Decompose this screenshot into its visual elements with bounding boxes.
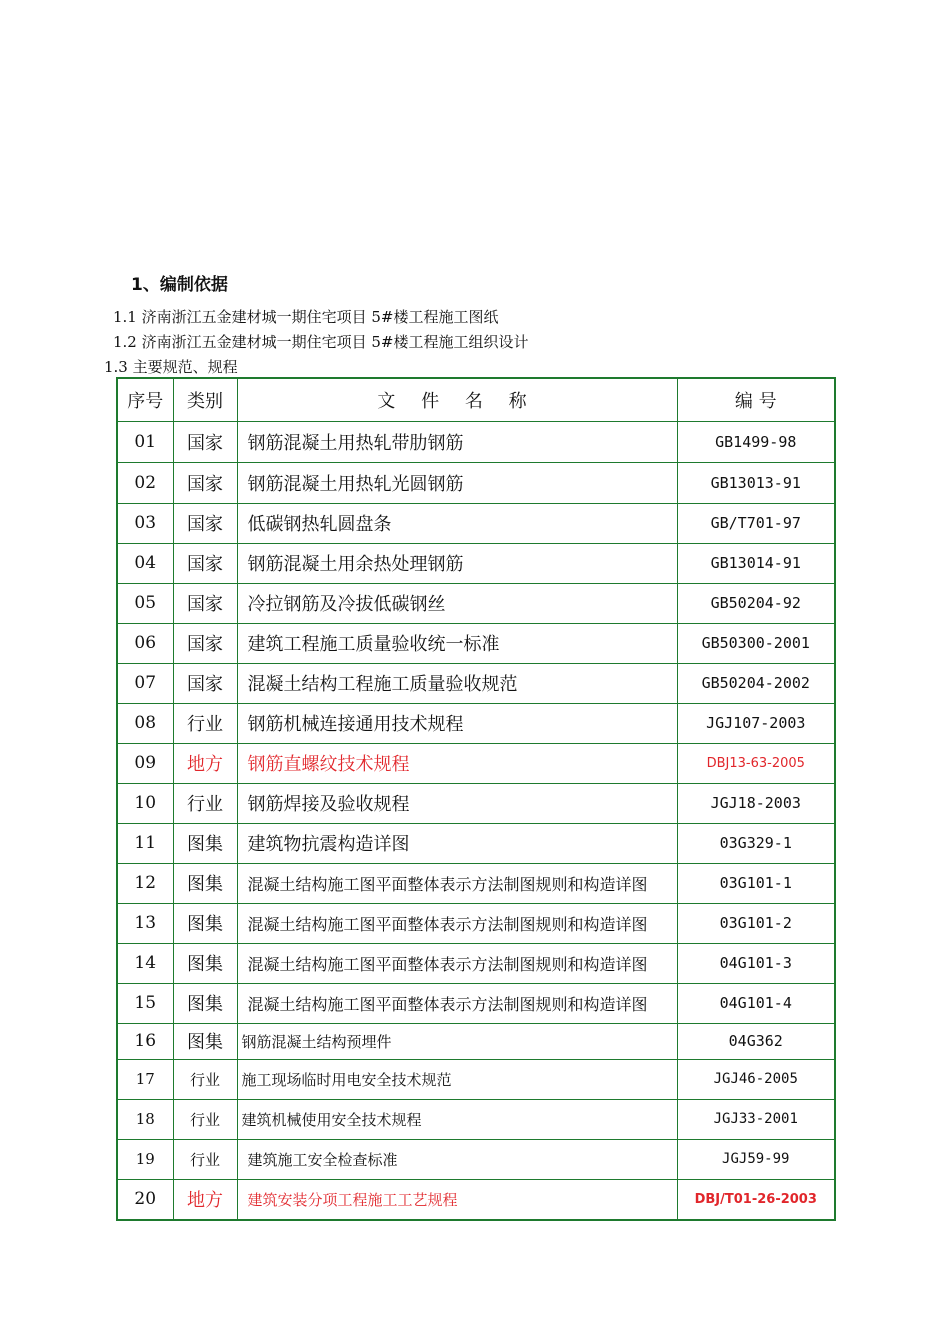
row-code: 04G362 xyxy=(677,1023,835,1059)
row-category: 图集 xyxy=(173,983,237,1023)
row-name: 建筑机械使用安全技术规程 xyxy=(237,1099,677,1139)
row-no: 08 xyxy=(117,703,173,743)
row-category: 国家 xyxy=(173,663,237,703)
row-no: 20 xyxy=(117,1179,173,1220)
table-row xyxy=(117,1139,835,1179)
row-no: 06 xyxy=(117,623,173,663)
table-row xyxy=(117,943,835,983)
table-row xyxy=(117,783,835,823)
row-category: 行业 xyxy=(173,1139,237,1179)
row-category: 国家 xyxy=(173,623,237,663)
row-category: 图集 xyxy=(173,823,237,863)
row-category: 行业 xyxy=(173,1059,237,1099)
row-no: 18 xyxy=(117,1099,173,1139)
row-name: 建筑安装分项工程施工工艺规程 xyxy=(237,1179,677,1220)
row-no: 11 xyxy=(117,823,173,863)
row-no: 12 xyxy=(117,863,173,903)
row-code: DBJ13-63-2005 xyxy=(677,743,835,783)
row-code: DBJ/T01-26-2003 xyxy=(677,1179,835,1220)
row-name: 混凝土结构施工图平面整体表示方法制图规则和构造详图 xyxy=(237,903,677,943)
header-code: 编 号 xyxy=(677,378,835,421)
row-no: 17 xyxy=(117,1059,173,1099)
table-row xyxy=(117,1099,835,1139)
table-row xyxy=(117,1059,835,1099)
row-code: GB50300-2001 xyxy=(677,623,835,663)
row-code: 04G101-3 xyxy=(677,943,835,983)
row-category: 图集 xyxy=(173,943,237,983)
table-row xyxy=(117,583,835,623)
row-code: JGJ59-99 xyxy=(677,1139,835,1179)
row-code: GB/T701-97 xyxy=(677,503,835,543)
row-category: 图集 xyxy=(173,1023,237,1059)
table-row xyxy=(117,703,835,743)
row-no: 14 xyxy=(117,943,173,983)
row-category: 国家 xyxy=(173,543,237,583)
row-name: 钢筋混凝土用热轧带肋钢筋 xyxy=(237,421,677,462)
table-row xyxy=(117,863,835,903)
row-name: 钢筋混凝土结构预埋件 xyxy=(237,1023,677,1059)
table-row xyxy=(117,903,835,943)
row-category: 行业 xyxy=(173,1099,237,1139)
row-code: GB13014-91 xyxy=(677,543,835,583)
row-no: 04 xyxy=(117,543,173,583)
table-row xyxy=(117,1023,835,1059)
row-name: 混凝土结构工程施工质量验收规范 xyxy=(237,663,677,703)
row-category: 图集 xyxy=(173,903,237,943)
row-no: 09 xyxy=(117,743,173,783)
row-name: 建筑施工安全检查标准 xyxy=(237,1139,677,1179)
row-category: 国家 xyxy=(173,462,237,503)
row-code: JGJ46-2005 xyxy=(677,1059,835,1099)
row-category: 行业 xyxy=(173,783,237,823)
row-category: 地方 xyxy=(173,1179,237,1220)
row-no: 19 xyxy=(117,1139,173,1179)
row-no: 05 xyxy=(117,583,173,623)
row-name: 钢筋混凝土用热轧光圆钢筋 xyxy=(237,462,677,503)
row-no: 10 xyxy=(117,783,173,823)
basis-item-2: 1.2 济南浙江五金建材城一期住宅项目 5#楼工程施工组织设计 xyxy=(113,333,529,351)
row-name: 施工现场临时用电安全技术规范 xyxy=(237,1059,677,1099)
row-name: 低碳钢热轧圆盘条 xyxy=(237,503,677,543)
header-category: 类别 xyxy=(173,378,237,421)
table-row xyxy=(117,1179,835,1220)
row-code: JGJ107-2003 xyxy=(677,703,835,743)
row-no: 01 xyxy=(117,421,173,462)
row-category: 国家 xyxy=(173,503,237,543)
row-name: 钢筋焊接及验收规程 xyxy=(237,783,677,823)
table-row xyxy=(117,503,835,543)
basis-item-1: 1.1 济南浙江五金建材城一期住宅项目 5#楼工程施工图纸 xyxy=(113,308,499,326)
row-name: 混凝土结构施工图平面整体表示方法制图规则和构造详图 xyxy=(237,863,677,903)
table-row xyxy=(117,421,835,462)
row-name: 建筑物抗震构造详图 xyxy=(237,823,677,863)
row-category: 行业 xyxy=(173,703,237,743)
row-no: 13 xyxy=(117,903,173,943)
row-code: 03G101-2 xyxy=(677,903,835,943)
row-code: GB13013-91 xyxy=(677,462,835,503)
row-code: JGJ33-2001 xyxy=(677,1099,835,1139)
row-code: 03G329-1 xyxy=(677,823,835,863)
table-row xyxy=(117,663,835,703)
section-heading: 1、编制依据 xyxy=(131,275,228,295)
row-no: 03 xyxy=(117,503,173,543)
table-row xyxy=(117,462,835,503)
row-name: 混凝土结构施工图平面整体表示方法制图规则和构造详图 xyxy=(237,983,677,1023)
table-row xyxy=(117,983,835,1023)
row-name: 钢筋机械连接通用技术规程 xyxy=(237,703,677,743)
row-name: 钢筋混凝土用余热处理钢筋 xyxy=(237,543,677,583)
row-code: GB1499-98 xyxy=(677,421,835,462)
row-name: 钢筋直螺纹技术规程 xyxy=(237,743,677,783)
row-code: 04G101-4 xyxy=(677,983,835,1023)
row-code: 03G101-1 xyxy=(677,863,835,903)
row-category: 地方 xyxy=(173,743,237,783)
basis-item-3: 1.3 主要规范、规程 xyxy=(104,358,238,376)
row-category: 国家 xyxy=(173,421,237,462)
table-row xyxy=(117,623,835,663)
row-no: 15 xyxy=(117,983,173,1023)
table-row xyxy=(117,823,835,863)
header-no: 序号 xyxy=(117,378,173,421)
row-code: JGJ18-2003 xyxy=(677,783,835,823)
row-category: 国家 xyxy=(173,583,237,623)
row-code: GB50204-2002 xyxy=(677,663,835,703)
header-document-name: 文 件 名 称 xyxy=(237,378,677,421)
table-row xyxy=(117,743,835,783)
row-category: 图集 xyxy=(173,863,237,903)
table-header-row xyxy=(117,378,835,421)
table-row xyxy=(117,543,835,583)
standards-table xyxy=(116,377,836,1221)
row-name: 混凝土结构施工图平面整体表示方法制图规则和构造详图 xyxy=(237,943,677,983)
row-no: 07 xyxy=(117,663,173,703)
row-name: 建筑工程施工质量验收统一标准 xyxy=(237,623,677,663)
row-no: 02 xyxy=(117,462,173,503)
row-name: 冷拉钢筋及冷拔低碳钢丝 xyxy=(237,583,677,623)
row-code: GB50204-92 xyxy=(677,583,835,623)
row-no: 16 xyxy=(117,1023,173,1059)
